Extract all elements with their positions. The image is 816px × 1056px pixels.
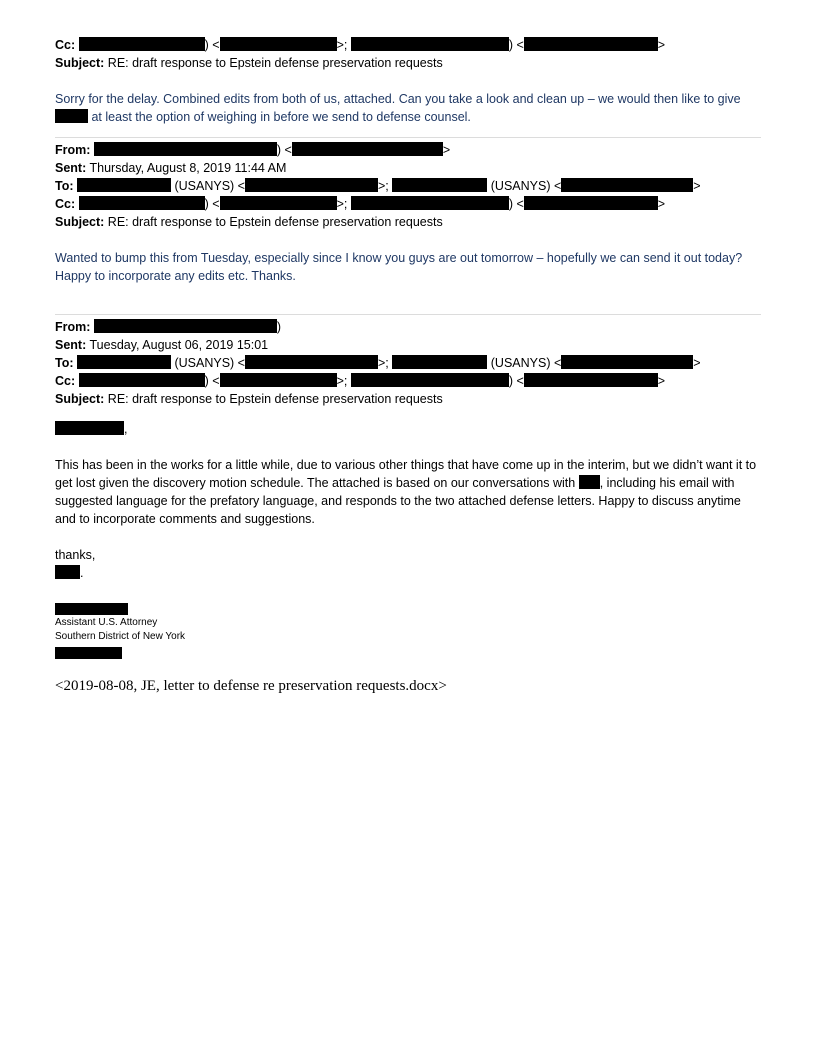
punct: ,: [124, 422, 128, 436]
sent-label: Sent:: [55, 338, 87, 352]
punct: ) <: [204, 197, 220, 211]
redaction: [292, 142, 443, 156]
redaction: [220, 196, 337, 210]
redaction: [524, 37, 658, 51]
punct: >;: [378, 356, 389, 370]
subject-text: RE: draft response to Epstein defense preservation requests: [107, 392, 443, 406]
to-label: To:: [55, 179, 74, 193]
sent-date: Tuesday, August 06, 2019 15:01: [89, 338, 269, 352]
punct: (USANYS) <: [490, 179, 562, 193]
punct: .: [80, 566, 84, 580]
redaction: [392, 355, 487, 369]
subject-line: [55, 390, 761, 408]
closing: thanks,: [55, 548, 96, 562]
punct: ): [276, 320, 282, 334]
subject-label: Subject:: [55, 56, 105, 70]
redaction: [55, 565, 80, 579]
signer-initials: [55, 564, 761, 582]
subject-line: [55, 213, 761, 231]
punct: ) <: [508, 197, 524, 211]
sent-label: Sent:: [55, 161, 87, 175]
redaction: [351, 37, 509, 51]
punct: >;: [336, 38, 348, 52]
redaction: [79, 196, 205, 210]
punct: >: [657, 197, 666, 211]
redaction: [55, 603, 128, 615]
signature-contact: [55, 644, 761, 660]
signature-title: Assistant U.S. Attorney: [55, 617, 158, 628]
sent-line: [55, 159, 761, 177]
punct: >: [442, 143, 451, 157]
subject-line: [55, 54, 761, 72]
cc-label: Cc:: [55, 374, 76, 388]
punct: (USANYS) <: [174, 179, 245, 193]
sent-line: [55, 336, 761, 354]
punct: >;: [378, 179, 389, 193]
punct: >: [657, 374, 666, 388]
cc-label: Cc:: [55, 38, 76, 52]
redaction: [77, 178, 171, 192]
punct: >;: [336, 197, 348, 211]
message-body: Wanted to bump this from Tuesday, especially since I know you guys are out tomorrow – hopefully we can send it out today? Happy to incorporate any edits etc. Thanks.: [55, 251, 743, 283]
redaction: [55, 647, 122, 659]
redaction: [79, 37, 205, 51]
redaction: [351, 373, 509, 387]
subject-text: RE: draft response to Epstein defense preservation requests: [107, 56, 443, 70]
punct: ) <: [276, 143, 292, 157]
signature-office: Southern District of New York: [55, 631, 186, 642]
from-label: From:: [55, 320, 91, 334]
message-body: Sorry for the delay. Combined edits from both of us, attached. Can you take a look and clean up – we would then like to give at least the option of weighing in before we send to defense counsel.: [55, 92, 741, 124]
redaction: [220, 37, 337, 51]
redaction: [561, 178, 693, 192]
to-line: [55, 354, 761, 372]
punct: >: [657, 38, 666, 52]
punct: ) <: [204, 38, 220, 52]
redaction: [55, 421, 124, 435]
message-body: This has been in the works for a little while, due to various other things that have come up in the interim, but we didn’t want it to get lost given the discovery motion schedule. The attached is based on our conversations with , including his email with suggested language for the prefatory language, and responds to the two attached defense letters. Happy to discuss anytime and to incorporate comments and suggestions.: [55, 458, 757, 526]
subject-text: RE: draft response to Epstein defense preservation requests: [107, 215, 443, 229]
punct: (USANYS) <: [174, 356, 245, 370]
punct: ,: [599, 476, 604, 490]
redaction: [94, 142, 277, 156]
redaction: [245, 178, 378, 192]
redaction: [561, 355, 693, 369]
to-label: To:: [55, 356, 74, 370]
punct: ) <: [204, 374, 220, 388]
redaction: [55, 109, 88, 123]
punct: >: [693, 179, 701, 193]
from-label: From:: [55, 143, 91, 157]
from-line: [55, 141, 761, 159]
cc-line: [55, 372, 761, 390]
cc-line: [55, 36, 761, 54]
punct: (USANYS) <: [490, 356, 562, 370]
subject-label: Subject:: [55, 392, 105, 406]
subject-label: Subject:: [55, 215, 105, 229]
email-thread: [55, 36, 761, 696]
punct: ) <: [508, 38, 524, 52]
to-line: [55, 177, 761, 195]
redaction: [351, 196, 509, 210]
signature-name: [55, 600, 761, 616]
redaction: [94, 319, 277, 333]
redaction: [220, 373, 337, 387]
redaction: [579, 475, 600, 489]
redaction: [392, 178, 487, 192]
punct: >;: [336, 374, 348, 388]
salutation: [55, 420, 761, 438]
redaction: [524, 196, 658, 210]
punct: >: [693, 356, 701, 370]
cc-label: Cc:: [55, 197, 76, 211]
from-line: [55, 318, 761, 336]
punct: ) <: [508, 374, 524, 388]
redaction: [524, 373, 658, 387]
redaction: [79, 373, 205, 387]
redaction: [77, 355, 171, 369]
sent-date: Thursday, August 8, 2019 11:44 AM: [89, 161, 287, 175]
attachment-reference: <2019-08-08, JE, letter to defense re preservation requests.docx>: [55, 678, 447, 694]
cc-line: [55, 195, 761, 213]
redaction: [245, 355, 378, 369]
